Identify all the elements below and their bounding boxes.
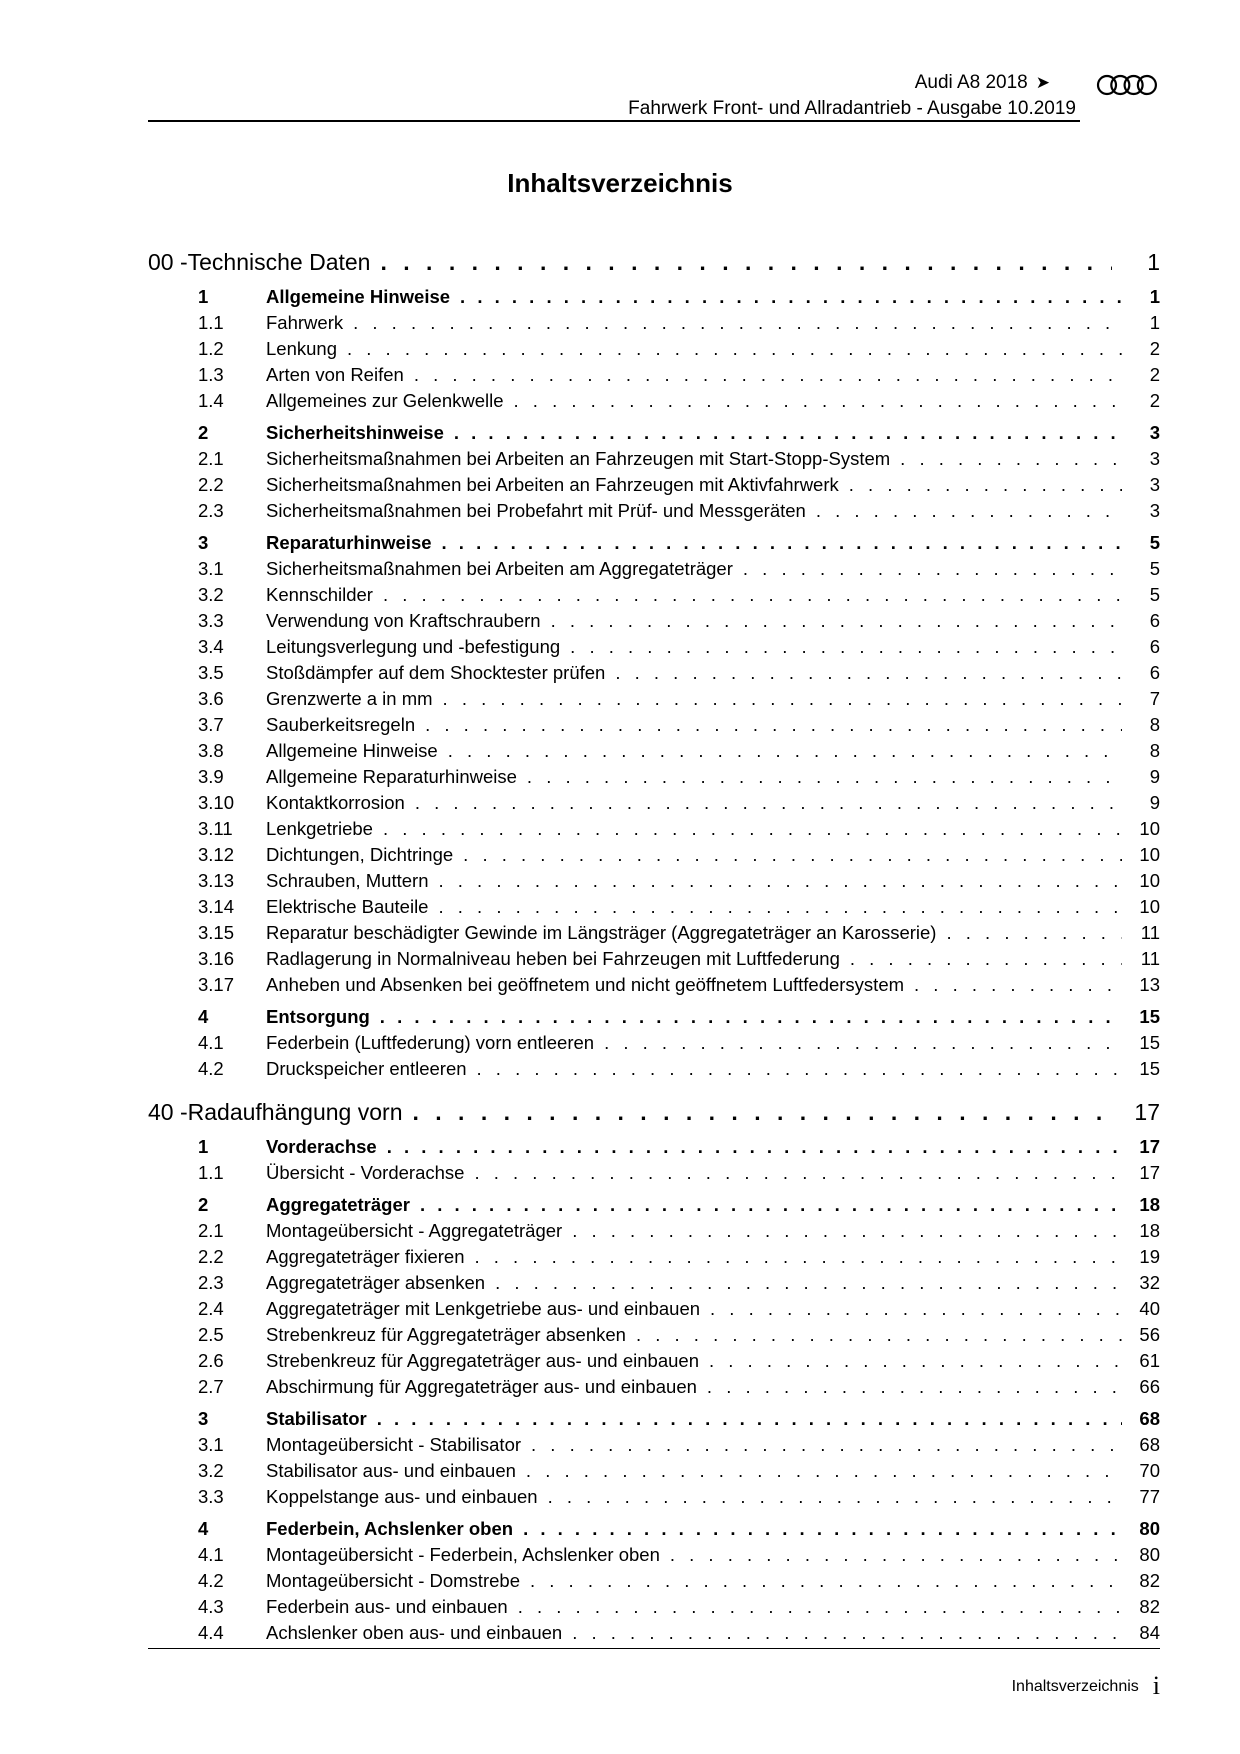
toc-title: Montageübersicht - Stabilisator bbox=[266, 1434, 522, 1455]
toc-number: 4.1 bbox=[198, 1032, 224, 1053]
toc-page-number: 66 bbox=[1139, 1376, 1160, 1397]
toc-page-number: 9 bbox=[1149, 792, 1160, 813]
toc-item[interactable] bbox=[148, 918, 1160, 944]
toc-item[interactable] bbox=[148, 496, 1160, 522]
dot-leader bbox=[615, 662, 1122, 684]
toc-number: 3.3 bbox=[198, 610, 224, 631]
toc-title: Stoßdämpfer auf dem Shocktester prüfen bbox=[266, 662, 606, 683]
toc-page-number: 15 bbox=[1139, 1006, 1160, 1027]
toc-page-number: 1 bbox=[1147, 249, 1160, 275]
page-title: Inhaltsverzeichnis bbox=[507, 168, 733, 198]
toc-page-number: 3 bbox=[1149, 422, 1160, 443]
dot-leader bbox=[523, 1518, 1122, 1540]
toc-title: Reparatur beschädigter Gewinde im Längsträger (Aggregateträger an Karosserie) bbox=[266, 922, 937, 943]
toc-chapter[interactable] bbox=[148, 238, 1160, 276]
toc-number: 2.2 bbox=[198, 1246, 224, 1267]
toc-title: Federbein aus- und einbauen bbox=[266, 1596, 508, 1617]
dot-leader bbox=[383, 818, 1122, 840]
toc-item[interactable] bbox=[148, 684, 1160, 710]
toc-item[interactable] bbox=[148, 632, 1160, 658]
toc-section[interactable] bbox=[148, 1002, 1160, 1028]
toc-title: Allgemeine Hinweise bbox=[266, 740, 438, 761]
toc-title: Sicherheitsmaßnahmen bei Probefahrt mit Prüf- und Messgeräten bbox=[266, 500, 806, 521]
dot-leader bbox=[548, 1486, 1122, 1508]
dot-leader bbox=[900, 448, 1122, 470]
toc-page-number: 17 bbox=[1134, 1099, 1160, 1125]
header-model-line bbox=[915, 72, 1050, 94]
toc-page-number: 40 bbox=[1139, 1298, 1160, 1319]
toc-page-number: 18 bbox=[1139, 1194, 1160, 1215]
toc-title: Allgemeines zur Gelenkwelle bbox=[266, 390, 504, 411]
toc-section[interactable] bbox=[148, 1514, 1160, 1540]
toc-title: Federbein (Luftfederung) vorn entleeren bbox=[266, 1032, 595, 1053]
dot-leader bbox=[570, 636, 1122, 658]
toc-title: Lenkung bbox=[266, 338, 337, 359]
toc-title: Verwendung von Kraftschraubern bbox=[266, 610, 541, 631]
toc-number: 4.2 bbox=[198, 1058, 224, 1079]
dot-leader bbox=[438, 870, 1122, 892]
toc-page-number: 3 bbox=[1149, 500, 1160, 521]
dot-leader bbox=[572, 1220, 1122, 1242]
dot-leader bbox=[709, 1350, 1122, 1372]
toc-number: 3.16 bbox=[198, 948, 235, 969]
toc-number: 3.15 bbox=[198, 922, 235, 943]
toc-page-number: 11 bbox=[1140, 922, 1160, 943]
dot-leader bbox=[636, 1324, 1122, 1346]
toc-number: 1.4 bbox=[198, 390, 224, 411]
toc-page-number: 9 bbox=[1149, 766, 1160, 787]
toc-number: 4.4 bbox=[198, 1622, 224, 1643]
toc-item[interactable] bbox=[148, 554, 1160, 580]
toc-page-number: 56 bbox=[1139, 1324, 1160, 1345]
dot-leader bbox=[443, 688, 1122, 710]
toc-item[interactable] bbox=[148, 606, 1160, 632]
dot-leader bbox=[380, 249, 1112, 276]
toc-number: 2.2 bbox=[198, 474, 224, 495]
toc-item[interactable] bbox=[148, 710, 1160, 736]
toc-item[interactable] bbox=[148, 308, 1160, 334]
toc-title: Kontaktkorrosion bbox=[266, 792, 405, 813]
toc-section[interactable] bbox=[148, 1190, 1160, 1216]
dot-leader bbox=[850, 948, 1122, 970]
toc-page-number: 10 bbox=[1139, 844, 1160, 865]
toc-section[interactable] bbox=[148, 528, 1160, 554]
toc-item[interactable] bbox=[148, 1242, 1160, 1268]
toc-page-number: 5 bbox=[1149, 584, 1160, 605]
toc-title: Koppelstange aus- und einbauen bbox=[266, 1486, 538, 1507]
toc-number: 3.9 bbox=[198, 766, 224, 787]
header-divider bbox=[148, 120, 1080, 122]
toc-number: 4.2 bbox=[198, 1570, 224, 1591]
toc-number: 3.2 bbox=[198, 584, 224, 605]
footer-label: Inhaltsverzeichnis bbox=[1011, 1678, 1139, 1695]
dot-leader bbox=[914, 974, 1122, 996]
toc-title: Stabilisator bbox=[266, 1408, 367, 1429]
toc-title: Leitungsverlegung und -befestigung bbox=[266, 636, 561, 657]
toc-item[interactable] bbox=[148, 788, 1160, 814]
toc-number: 4.3 bbox=[198, 1596, 224, 1617]
toc-item[interactable] bbox=[148, 840, 1160, 866]
toc-page-number: 10 bbox=[1139, 870, 1160, 891]
toc-title: Fahrwerk bbox=[266, 312, 344, 333]
toc-item[interactable] bbox=[148, 360, 1160, 386]
toc-title: Arten von Reifen bbox=[266, 364, 404, 385]
toc-page-number: 11 bbox=[1140, 948, 1160, 969]
page-header bbox=[148, 62, 1158, 122]
toc-title: Elektrische Bauteile bbox=[266, 896, 429, 917]
toc-page-number: 82 bbox=[1139, 1570, 1160, 1591]
dot-leader bbox=[414, 364, 1122, 386]
toc-item[interactable] bbox=[148, 762, 1160, 788]
toc-number: 2 bbox=[198, 1194, 209, 1215]
toc-page-number: 6 bbox=[1149, 636, 1160, 657]
toc-title: Entsorgung bbox=[266, 1006, 370, 1027]
toc-title: Allgemeine Reparaturhinweise bbox=[266, 766, 517, 787]
dot-leader bbox=[454, 422, 1122, 444]
toc-page-number: 2 bbox=[1149, 390, 1160, 411]
toc-page-number: 6 bbox=[1149, 610, 1160, 631]
toc-title: Aggregateträger fixieren bbox=[266, 1246, 465, 1267]
dot-leader bbox=[514, 390, 1122, 412]
footer-page-number: i bbox=[1152, 1671, 1160, 1700]
dot-leader bbox=[463, 844, 1122, 866]
toc-number: 3.11 bbox=[198, 818, 233, 839]
toc-item[interactable] bbox=[148, 1028, 1160, 1054]
dot-leader bbox=[383, 584, 1122, 606]
toc-title: Federbein, Achslenker oben bbox=[266, 1518, 514, 1539]
toc-number: 3.5 bbox=[198, 662, 224, 683]
toc-title: Schrauben, Muttern bbox=[266, 870, 429, 891]
toc-title: Strebenkreuz für Aggregateträger aus- und einbauen bbox=[266, 1350, 699, 1371]
toc-item[interactable] bbox=[148, 580, 1160, 606]
toc-title: Achslenker oben aus- und einbauen bbox=[266, 1622, 563, 1643]
toc-section[interactable] bbox=[148, 1404, 1160, 1430]
toc-page-number: 2 bbox=[1149, 364, 1160, 385]
toc-number: 1.1 bbox=[198, 312, 224, 333]
toc-number: 1.2 bbox=[198, 338, 224, 359]
toc-page-number: 15 bbox=[1139, 1058, 1160, 1079]
toc-number: 3.14 bbox=[198, 896, 235, 917]
dot-leader bbox=[849, 474, 1122, 496]
dot-leader bbox=[387, 1136, 1122, 1158]
dot-leader bbox=[415, 792, 1122, 814]
toc-title: Sicherheitshinweise bbox=[266, 422, 444, 443]
toc-number: 3 bbox=[198, 1408, 209, 1429]
toc-item[interactable] bbox=[148, 1540, 1160, 1566]
toc-page-number: 17 bbox=[1139, 1162, 1160, 1183]
dot-leader bbox=[495, 1272, 1122, 1294]
toc-item[interactable] bbox=[148, 866, 1160, 892]
toc-page-number: 3 bbox=[1149, 474, 1160, 495]
toc-section[interactable] bbox=[148, 282, 1160, 308]
dot-leader bbox=[448, 740, 1122, 762]
dot-leader bbox=[530, 1570, 1122, 1592]
toc-title: Lenkgetriebe bbox=[266, 818, 373, 839]
toc-title: Aggregateträger mit Lenkgetriebe aus- und einbauen bbox=[266, 1298, 701, 1319]
toc-title: Montageübersicht - Aggregateträger bbox=[266, 1220, 563, 1241]
dot-leader bbox=[347, 338, 1122, 360]
dot-leader bbox=[572, 1622, 1122, 1644]
toc-number: 3.10 bbox=[198, 792, 235, 813]
toc-title: Übersicht - Vorderachse bbox=[266, 1162, 465, 1183]
toc-page-number: 80 bbox=[1139, 1518, 1160, 1539]
dot-leader bbox=[474, 1162, 1122, 1184]
toc-title: Vorderachse bbox=[266, 1136, 377, 1157]
toc-item[interactable] bbox=[148, 334, 1160, 360]
audi-rings-icon bbox=[1096, 72, 1158, 98]
table-of-contents bbox=[148, 238, 1160, 1644]
dot-leader bbox=[425, 714, 1122, 736]
toc-number: 2 bbox=[198, 422, 209, 443]
toc-title: Abschirmung für Aggregateträger aus- und einbauen bbox=[266, 1376, 697, 1397]
toc-page-number: 8 bbox=[1149, 714, 1160, 735]
toc-title: Radlagerung in Normalniveau heben bei Fahrzeugen mit Luftfederung bbox=[266, 948, 840, 969]
toc-number: 3 bbox=[198, 532, 209, 553]
dot-leader bbox=[551, 610, 1122, 632]
toc-number: 3.12 bbox=[198, 844, 235, 865]
toc-item[interactable] bbox=[148, 1294, 1160, 1320]
toc-title: Anheben und Absenken bei geöffnetem und nicht geöffnetem Luftfedersystem bbox=[266, 974, 905, 995]
toc-page-number: 7 bbox=[1149, 688, 1160, 709]
toc-item[interactable] bbox=[148, 1320, 1160, 1346]
toc-number: 3.4 bbox=[198, 636, 224, 657]
toc-page-number: 19 bbox=[1139, 1246, 1160, 1267]
toc-title: Aggregateträger bbox=[266, 1194, 410, 1215]
toc-page-number: 10 bbox=[1139, 818, 1160, 839]
toc-number: 2.6 bbox=[198, 1350, 224, 1371]
toc-item[interactable] bbox=[148, 1456, 1160, 1482]
toc-number: 2.7 bbox=[198, 1376, 224, 1397]
toc-item[interactable] bbox=[148, 1158, 1160, 1184]
dot-leader bbox=[946, 922, 1122, 944]
toc-page-number: 5 bbox=[1149, 558, 1160, 579]
toc-item[interactable] bbox=[148, 1566, 1160, 1592]
toc-item[interactable] bbox=[148, 1430, 1160, 1456]
toc-item[interactable] bbox=[148, 736, 1160, 762]
toc-title: Dichtungen, Dichtringe bbox=[266, 844, 454, 865]
toc-section[interactable] bbox=[148, 418, 1160, 444]
arrow-icon: ➤ bbox=[1035, 73, 1050, 92]
toc-item[interactable] bbox=[148, 444, 1160, 470]
toc-section[interactable] bbox=[148, 1132, 1160, 1158]
toc-number: 3.6 bbox=[198, 688, 224, 709]
toc-number: 1.3 bbox=[198, 364, 224, 385]
toc-page-number: 68 bbox=[1139, 1408, 1160, 1429]
toc-item[interactable] bbox=[148, 386, 1160, 412]
toc-title: Kennschilder bbox=[266, 584, 373, 605]
toc-item[interactable] bbox=[148, 892, 1160, 918]
toc-item[interactable] bbox=[148, 658, 1160, 684]
toc-number: 1 bbox=[198, 1136, 209, 1157]
toc-title: Sicherheitsmaßnahmen bei Arbeiten am Aggregateträger bbox=[266, 558, 733, 579]
header-subtitle: Fahrwerk Front- und Allradantrieb - Ausgabe 10.2019 bbox=[628, 98, 1076, 119]
toc-item[interactable] bbox=[148, 814, 1160, 840]
toc-title: Sicherheitsmaßnahmen bei Arbeiten an Fahrzeugen mit Aktivfahrwerk bbox=[266, 474, 839, 495]
toc-number: 4.1 bbox=[198, 1544, 224, 1565]
toc-title: Montageübersicht - Domstrebe bbox=[266, 1570, 520, 1591]
toc-number: 3.7 bbox=[198, 714, 224, 735]
toc-page-number: 84 bbox=[1139, 1622, 1160, 1643]
dot-leader bbox=[477, 1058, 1122, 1080]
dot-leader bbox=[438, 896, 1122, 918]
toc-title: Reparaturhinweise bbox=[266, 532, 432, 553]
dot-leader bbox=[474, 1246, 1122, 1268]
toc-page-number: 15 bbox=[1139, 1032, 1160, 1053]
toc-number: 3.3 bbox=[198, 1486, 224, 1507]
toc-page-number: 68 bbox=[1139, 1434, 1160, 1455]
toc-number: 3.8 bbox=[198, 740, 224, 761]
toc-number: 2.3 bbox=[198, 500, 224, 521]
dot-leader bbox=[816, 500, 1122, 522]
dot-leader bbox=[604, 1032, 1122, 1054]
dot-leader bbox=[527, 766, 1122, 788]
toc-page-number: 61 bbox=[1139, 1350, 1160, 1371]
toc-page-number: 32 bbox=[1139, 1272, 1160, 1293]
toc-title: Stabilisator aus- und einbauen bbox=[266, 1460, 516, 1481]
toc-title: Allgemeine Hinweise bbox=[266, 286, 451, 307]
toc-number: 3.2 bbox=[198, 1460, 224, 1481]
toc-title: Druckspeicher entleeren bbox=[266, 1058, 467, 1079]
dot-leader bbox=[707, 1376, 1122, 1398]
toc-item[interactable] bbox=[148, 1346, 1160, 1372]
toc-title: Radaufhängung vorn bbox=[187, 1099, 403, 1125]
toc-item[interactable] bbox=[148, 1482, 1160, 1508]
toc-chapter[interactable] bbox=[148, 1088, 1160, 1126]
toc-title: Grenzwerte a in mm bbox=[266, 688, 433, 709]
toc-number: 2.5 bbox=[198, 1324, 224, 1345]
toc-item[interactable] bbox=[148, 1372, 1160, 1398]
toc-item[interactable] bbox=[148, 1592, 1160, 1618]
toc-page-number: 77 bbox=[1139, 1486, 1160, 1507]
header-model: Audi A8 2018 bbox=[914, 72, 1028, 93]
dot-leader bbox=[442, 532, 1122, 554]
dot-leader bbox=[380, 1006, 1122, 1028]
dot-leader bbox=[412, 1099, 1112, 1126]
dot-leader bbox=[526, 1460, 1122, 1482]
toc-page-number: 17 bbox=[1139, 1136, 1160, 1157]
toc-number: 3.1 bbox=[198, 1434, 224, 1455]
toc-page-number: 80 bbox=[1139, 1544, 1160, 1565]
toc-title: Sicherheitsmaßnahmen bei Arbeiten an Fahrzeugen mit Start-Stopp-System bbox=[266, 448, 891, 469]
toc-number: 2.1 bbox=[198, 1220, 224, 1241]
dot-leader bbox=[460, 286, 1122, 308]
dot-leader bbox=[531, 1434, 1122, 1456]
dot-leader bbox=[743, 558, 1122, 580]
toc-item[interactable] bbox=[148, 1268, 1160, 1294]
dot-leader bbox=[670, 1544, 1122, 1566]
toc-number: 4 bbox=[198, 1518, 209, 1539]
toc-number: 1.1 bbox=[198, 1162, 224, 1183]
dot-leader bbox=[353, 312, 1122, 334]
toc-number: 40 - bbox=[148, 1099, 188, 1125]
toc-item[interactable] bbox=[148, 970, 1160, 996]
toc-item[interactable] bbox=[148, 1618, 1160, 1644]
toc-page-number: 2 bbox=[1149, 338, 1160, 359]
toc-item[interactable] bbox=[148, 1216, 1160, 1242]
toc-title: Technische Daten bbox=[187, 249, 371, 275]
toc-number: 3.13 bbox=[198, 870, 235, 891]
toc-number: 00 - bbox=[148, 249, 188, 275]
toc-page-number: 82 bbox=[1139, 1596, 1160, 1617]
toc-page-number: 6 bbox=[1149, 662, 1160, 683]
toc-page-number: 1 bbox=[1149, 286, 1160, 307]
toc-number: 3.1 bbox=[198, 558, 224, 579]
page-footer bbox=[1012, 1668, 1160, 1698]
toc-title: Aggregateträger absenken bbox=[266, 1272, 486, 1293]
toc-title: Sauberkeitsregeln bbox=[266, 714, 416, 735]
toc-page-number: 5 bbox=[1149, 532, 1160, 553]
toc-number: 3.17 bbox=[198, 974, 235, 995]
toc-page-number: 10 bbox=[1139, 896, 1160, 917]
dot-leader bbox=[710, 1298, 1122, 1320]
toc-number: 2.3 bbox=[198, 1272, 224, 1293]
toc-number: 1 bbox=[198, 286, 209, 307]
dot-leader bbox=[518, 1596, 1122, 1618]
toc-page-number: 70 bbox=[1139, 1460, 1160, 1481]
toc-item[interactable] bbox=[148, 470, 1160, 496]
toc-title: Strebenkreuz für Aggregateträger absenken bbox=[266, 1324, 626, 1345]
toc-item[interactable] bbox=[148, 1054, 1160, 1080]
toc-page-number: 18 bbox=[1139, 1220, 1160, 1241]
dot-leader bbox=[420, 1194, 1122, 1216]
toc-number: 2.4 bbox=[198, 1298, 224, 1319]
toc-title: Montageübersicht - Federbein, Achslenker oben bbox=[266, 1544, 660, 1565]
toc-page-number: 1 bbox=[1149, 312, 1160, 333]
toc-page-number: 3 bbox=[1149, 448, 1160, 469]
toc-page-number: 8 bbox=[1149, 740, 1160, 761]
dot-leader bbox=[377, 1408, 1122, 1430]
toc-page-number: 13 bbox=[1139, 974, 1160, 995]
footer-divider bbox=[148, 1648, 1160, 1649]
toc-item[interactable] bbox=[148, 944, 1160, 970]
toc-number: 4 bbox=[198, 1006, 209, 1027]
toc-number: 2.1 bbox=[198, 448, 224, 469]
